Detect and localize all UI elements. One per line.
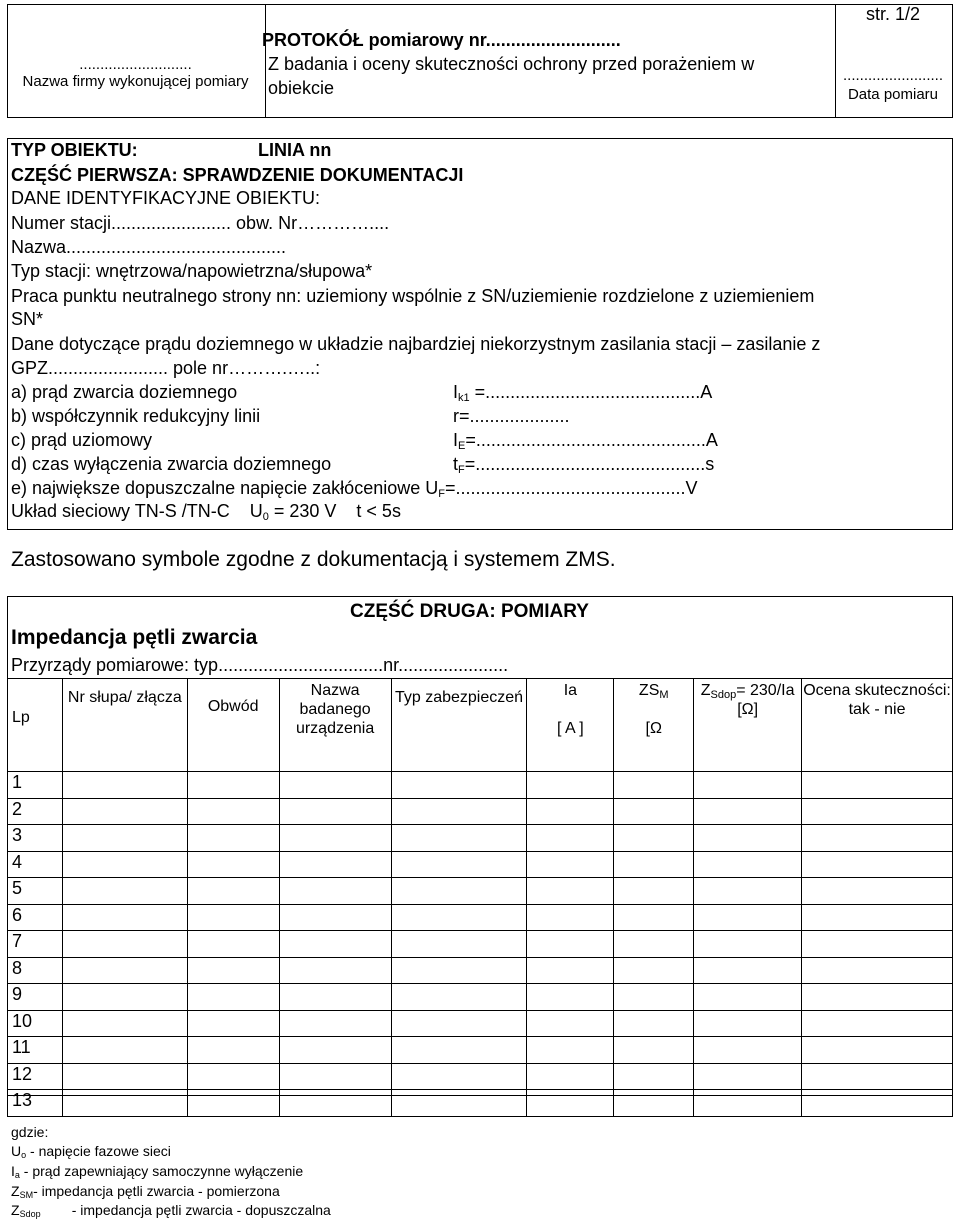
row-number: 1 bbox=[8, 772, 63, 799]
table-cell bbox=[614, 878, 694, 905]
table-cell bbox=[614, 1037, 694, 1064]
table-cell bbox=[614, 984, 694, 1011]
date-dots: ........................ bbox=[842, 67, 944, 84]
table-cell bbox=[279, 931, 391, 958]
impedance-table bbox=[7, 678, 953, 1117]
table-cell bbox=[802, 1010, 953, 1037]
table-cell bbox=[802, 798, 953, 825]
row-number: 2 bbox=[8, 798, 63, 825]
item-c-value: $I_E=..............................................A$ bbox=[453, 430, 718, 452]
table-cell bbox=[527, 957, 614, 984]
table-row bbox=[8, 931, 953, 958]
row-number: 13 bbox=[8, 1090, 63, 1117]
header-divider bbox=[265, 5, 266, 117]
item-b-label: b) współczynnik redukcyjny linii bbox=[11, 406, 261, 426]
table-cell bbox=[527, 984, 614, 1011]
table-cell bbox=[802, 1063, 953, 1090]
table-cell bbox=[694, 1037, 802, 1064]
protocol-subtitle: Z badania i oceny skuteczności ochrony przed porażeniem w obiekcie bbox=[268, 54, 755, 98]
row-number: 10 bbox=[8, 1010, 63, 1037]
table-cell bbox=[391, 798, 527, 825]
legend-title: gdzie: bbox=[11, 1124, 49, 1140]
table-cell bbox=[279, 851, 391, 878]
table-cell bbox=[802, 904, 953, 931]
col-rating: Ocena skuteczności: tak - nie bbox=[802, 679, 953, 772]
firm-block bbox=[7, 56, 264, 90]
table-cell bbox=[187, 798, 279, 825]
table-cell bbox=[187, 1037, 279, 1064]
table-cell bbox=[279, 825, 391, 852]
table-cell bbox=[62, 957, 187, 984]
date-label: Data pomiaru bbox=[847, 86, 939, 103]
table-cell bbox=[694, 1010, 802, 1037]
table-cell bbox=[62, 1010, 187, 1037]
table-cell bbox=[694, 851, 802, 878]
table-cell bbox=[187, 984, 279, 1011]
table-cell bbox=[614, 851, 694, 878]
table-cell bbox=[527, 931, 614, 958]
legend-item: $Z_{SM}-$ impedancja pętli zwarcia - pomierzona bbox=[11, 1183, 280, 1200]
item-d-label: d) czas wyłączenia zwarcia doziemnego bbox=[11, 454, 332, 474]
table-cell bbox=[187, 931, 279, 958]
table-cell bbox=[527, 1010, 614, 1037]
table-cell bbox=[802, 851, 953, 878]
table-cell bbox=[802, 931, 953, 958]
item-b-value: r=.................... bbox=[453, 406, 570, 426]
protocol-title: PROTOKÓŁ pomiarowy nr........................... bbox=[262, 30, 621, 50]
legend-item: $Z_{Sdop}$ - impedancja pętli zwarcia - dopuszczalna bbox=[11, 1202, 331, 1219]
firm-label: Nazwa firmy wykonującej pomiary bbox=[22, 73, 249, 90]
table-row bbox=[8, 878, 953, 905]
section-title: Impedancja pętli zwarcia bbox=[11, 626, 258, 649]
table-cell bbox=[279, 1010, 391, 1037]
name-line: Nazwa............................................ bbox=[11, 237, 287, 257]
col-zs: $ZS_M$ [Ω bbox=[614, 679, 694, 772]
symbols-note: Zastosowano symbole zgodne z dokumentacją i systemem ZMS. bbox=[11, 548, 616, 571]
table-row bbox=[8, 1037, 953, 1064]
table-cell bbox=[279, 772, 391, 799]
table-cell bbox=[802, 1037, 953, 1064]
table-cell bbox=[279, 1037, 391, 1064]
table-cell bbox=[391, 825, 527, 852]
table-cell bbox=[62, 904, 187, 931]
table-cell bbox=[694, 772, 802, 799]
object-type-value: LINIA nn bbox=[258, 140, 332, 160]
table-cell bbox=[279, 904, 391, 931]
table-cell bbox=[527, 1090, 614, 1117]
table-cell bbox=[802, 1090, 953, 1117]
network-line: Układ sieciowy TN-S /TN-C $U_0 = 230$ V t < 5s bbox=[11, 501, 401, 523]
table-cell bbox=[187, 878, 279, 905]
col-ia: Ia [ A ] bbox=[527, 679, 614, 772]
table-header-row bbox=[8, 679, 953, 772]
table-cell bbox=[279, 1063, 391, 1090]
table-cell bbox=[62, 1090, 187, 1117]
station-number-line: Numer stacji........................ obw. Nr………….... bbox=[11, 213, 390, 233]
date-block bbox=[835, 66, 951, 104]
table-cell bbox=[527, 798, 614, 825]
col-pole: Nr słupa/ złącza bbox=[62, 679, 187, 772]
table-cell bbox=[279, 798, 391, 825]
object-type-label: TYP OBIEKTU: bbox=[11, 140, 138, 160]
table-cell bbox=[614, 931, 694, 958]
table-cell bbox=[391, 1010, 527, 1037]
table-row bbox=[8, 1063, 953, 1090]
table-cell bbox=[279, 1090, 391, 1117]
row-number: 8 bbox=[8, 957, 63, 984]
table-cell bbox=[527, 878, 614, 905]
table-cell bbox=[187, 825, 279, 852]
item-e-line: e) największe dopuszczalne napięcie zakłóceniowe $U_F=..............................................V$ bbox=[11, 478, 698, 500]
table-cell bbox=[279, 957, 391, 984]
table-cell bbox=[62, 772, 187, 799]
table-cell bbox=[802, 825, 953, 852]
table-cell bbox=[62, 984, 187, 1011]
table-cell bbox=[614, 825, 694, 852]
row-number: 7 bbox=[8, 931, 63, 958]
table-cell bbox=[62, 1063, 187, 1090]
table-cell bbox=[614, 957, 694, 984]
table-cell bbox=[527, 851, 614, 878]
table-row bbox=[8, 957, 953, 984]
table-row bbox=[8, 851, 953, 878]
table-cell bbox=[527, 1063, 614, 1090]
table-cell bbox=[694, 931, 802, 958]
row-number: 12 bbox=[8, 1063, 63, 1090]
table-cell bbox=[527, 904, 614, 931]
table-cell bbox=[187, 904, 279, 931]
row-number: 11 bbox=[8, 1037, 63, 1064]
table-row bbox=[8, 904, 953, 931]
table-cell bbox=[694, 984, 802, 1011]
table-cell bbox=[391, 878, 527, 905]
table-row bbox=[8, 798, 953, 825]
table-row bbox=[8, 825, 953, 852]
table-cell bbox=[279, 878, 391, 905]
neutral-point-line-cont: SN* bbox=[11, 309, 44, 329]
table-cell bbox=[802, 878, 953, 905]
table-cell bbox=[527, 825, 614, 852]
legend-item: $U_o$ - napięcie fazowe sieci bbox=[11, 1143, 171, 1160]
gpz-line: GPZ........................ pole nr……….…..: bbox=[11, 358, 321, 378]
col-device-name: Nazwa badanego urządzenia bbox=[279, 679, 391, 772]
table-cell bbox=[187, 957, 279, 984]
legend-item: $I_a$ - prąd zapewniający samoczynne wyłączenie bbox=[11, 1163, 304, 1180]
table-cell bbox=[694, 798, 802, 825]
table-cell bbox=[694, 878, 802, 905]
table-cell bbox=[614, 1063, 694, 1090]
row-number: 3 bbox=[8, 825, 63, 852]
table-cell bbox=[62, 798, 187, 825]
fault-data-line: Dane dotyczące prądu doziemnego w układzie najbardziej niekorzystnym zasilania stacji – zasilanie z bbox=[11, 334, 821, 354]
table-cell bbox=[391, 1037, 527, 1064]
part-two-title: CZĘŚĆ DRUGA: POMIARY bbox=[350, 601, 589, 622]
table-row bbox=[8, 1010, 953, 1037]
table-row bbox=[8, 1090, 953, 1117]
table-cell bbox=[614, 1010, 694, 1037]
table-cell bbox=[62, 878, 187, 905]
table-cell bbox=[62, 1037, 187, 1064]
col-zsdop: $Z_{Sdop}= 230/Ia$ [Ω] bbox=[694, 679, 802, 772]
col-protection: Typ zabezpieczeń bbox=[391, 679, 527, 772]
row-number: 6 bbox=[8, 904, 63, 931]
table-cell bbox=[187, 1063, 279, 1090]
table-row bbox=[8, 772, 953, 799]
item-d-value: $t_F=..............................................s$ bbox=[453, 454, 715, 476]
table-cell bbox=[614, 772, 694, 799]
table-cell bbox=[694, 904, 802, 931]
row-number: 5 bbox=[8, 878, 63, 905]
id-data-heading: DANE IDENTYFIKACYJNE OBIEKTU: bbox=[11, 188, 321, 208]
table-cell bbox=[391, 931, 527, 958]
table-cell bbox=[391, 957, 527, 984]
table-cell bbox=[614, 1090, 694, 1117]
table-cell bbox=[62, 931, 187, 958]
item-a-label: a) prąd zwarcia doziemnego bbox=[11, 382, 238, 402]
table-cell bbox=[62, 825, 187, 852]
table-cell bbox=[694, 1090, 802, 1117]
firm-dots: ........................... bbox=[79, 56, 192, 73]
table-cell bbox=[62, 851, 187, 878]
table-cell bbox=[694, 825, 802, 852]
col-circuit: Obwód bbox=[187, 679, 279, 772]
table-cell bbox=[694, 957, 802, 984]
table-cell bbox=[802, 957, 953, 984]
table-cell bbox=[391, 772, 527, 799]
table-cell bbox=[391, 904, 527, 931]
table-cell bbox=[802, 772, 953, 799]
row-number: 4 bbox=[8, 851, 63, 878]
table-cell bbox=[279, 984, 391, 1011]
table-cell bbox=[187, 1010, 279, 1037]
col-lp: Lp bbox=[8, 679, 63, 772]
station-type-line: Typ stacji: wnętrzowa/napowietrzna/słupowa* bbox=[11, 261, 373, 281]
part-one-title: CZĘŚĆ PIERWSZA: SPRAWDZENIE DOKUMENTACJI bbox=[11, 165, 464, 185]
item-a-value: $I_{k1} =...........................................A$ bbox=[453, 382, 713, 404]
table-cell bbox=[614, 904, 694, 931]
instruments-line: Przyrządy pomiarowe: typ.................................nr...................... bbox=[11, 655, 509, 675]
table-cell bbox=[391, 1063, 527, 1090]
table-cell bbox=[187, 851, 279, 878]
table-row bbox=[8, 984, 953, 1011]
table-cell bbox=[391, 851, 527, 878]
table-cell bbox=[802, 984, 953, 1011]
neutral-point-line: Praca punktu neutralnego strony nn: uziemiony wspólnie z SN/uziemienie rozdzielone z uziemieniem bbox=[11, 286, 815, 306]
table-cell bbox=[391, 984, 527, 1011]
table-cell bbox=[527, 772, 614, 799]
table-cell bbox=[694, 1063, 802, 1090]
table-cell bbox=[187, 1090, 279, 1117]
page-number: str. 1/2 bbox=[865, 4, 921, 24]
item-c-label: c) prąd uziomowy bbox=[11, 430, 153, 450]
table-cell bbox=[391, 1090, 527, 1117]
table-cell bbox=[614, 798, 694, 825]
table-cell bbox=[187, 772, 279, 799]
table-cell bbox=[527, 1037, 614, 1064]
row-number: 9 bbox=[8, 984, 63, 1011]
